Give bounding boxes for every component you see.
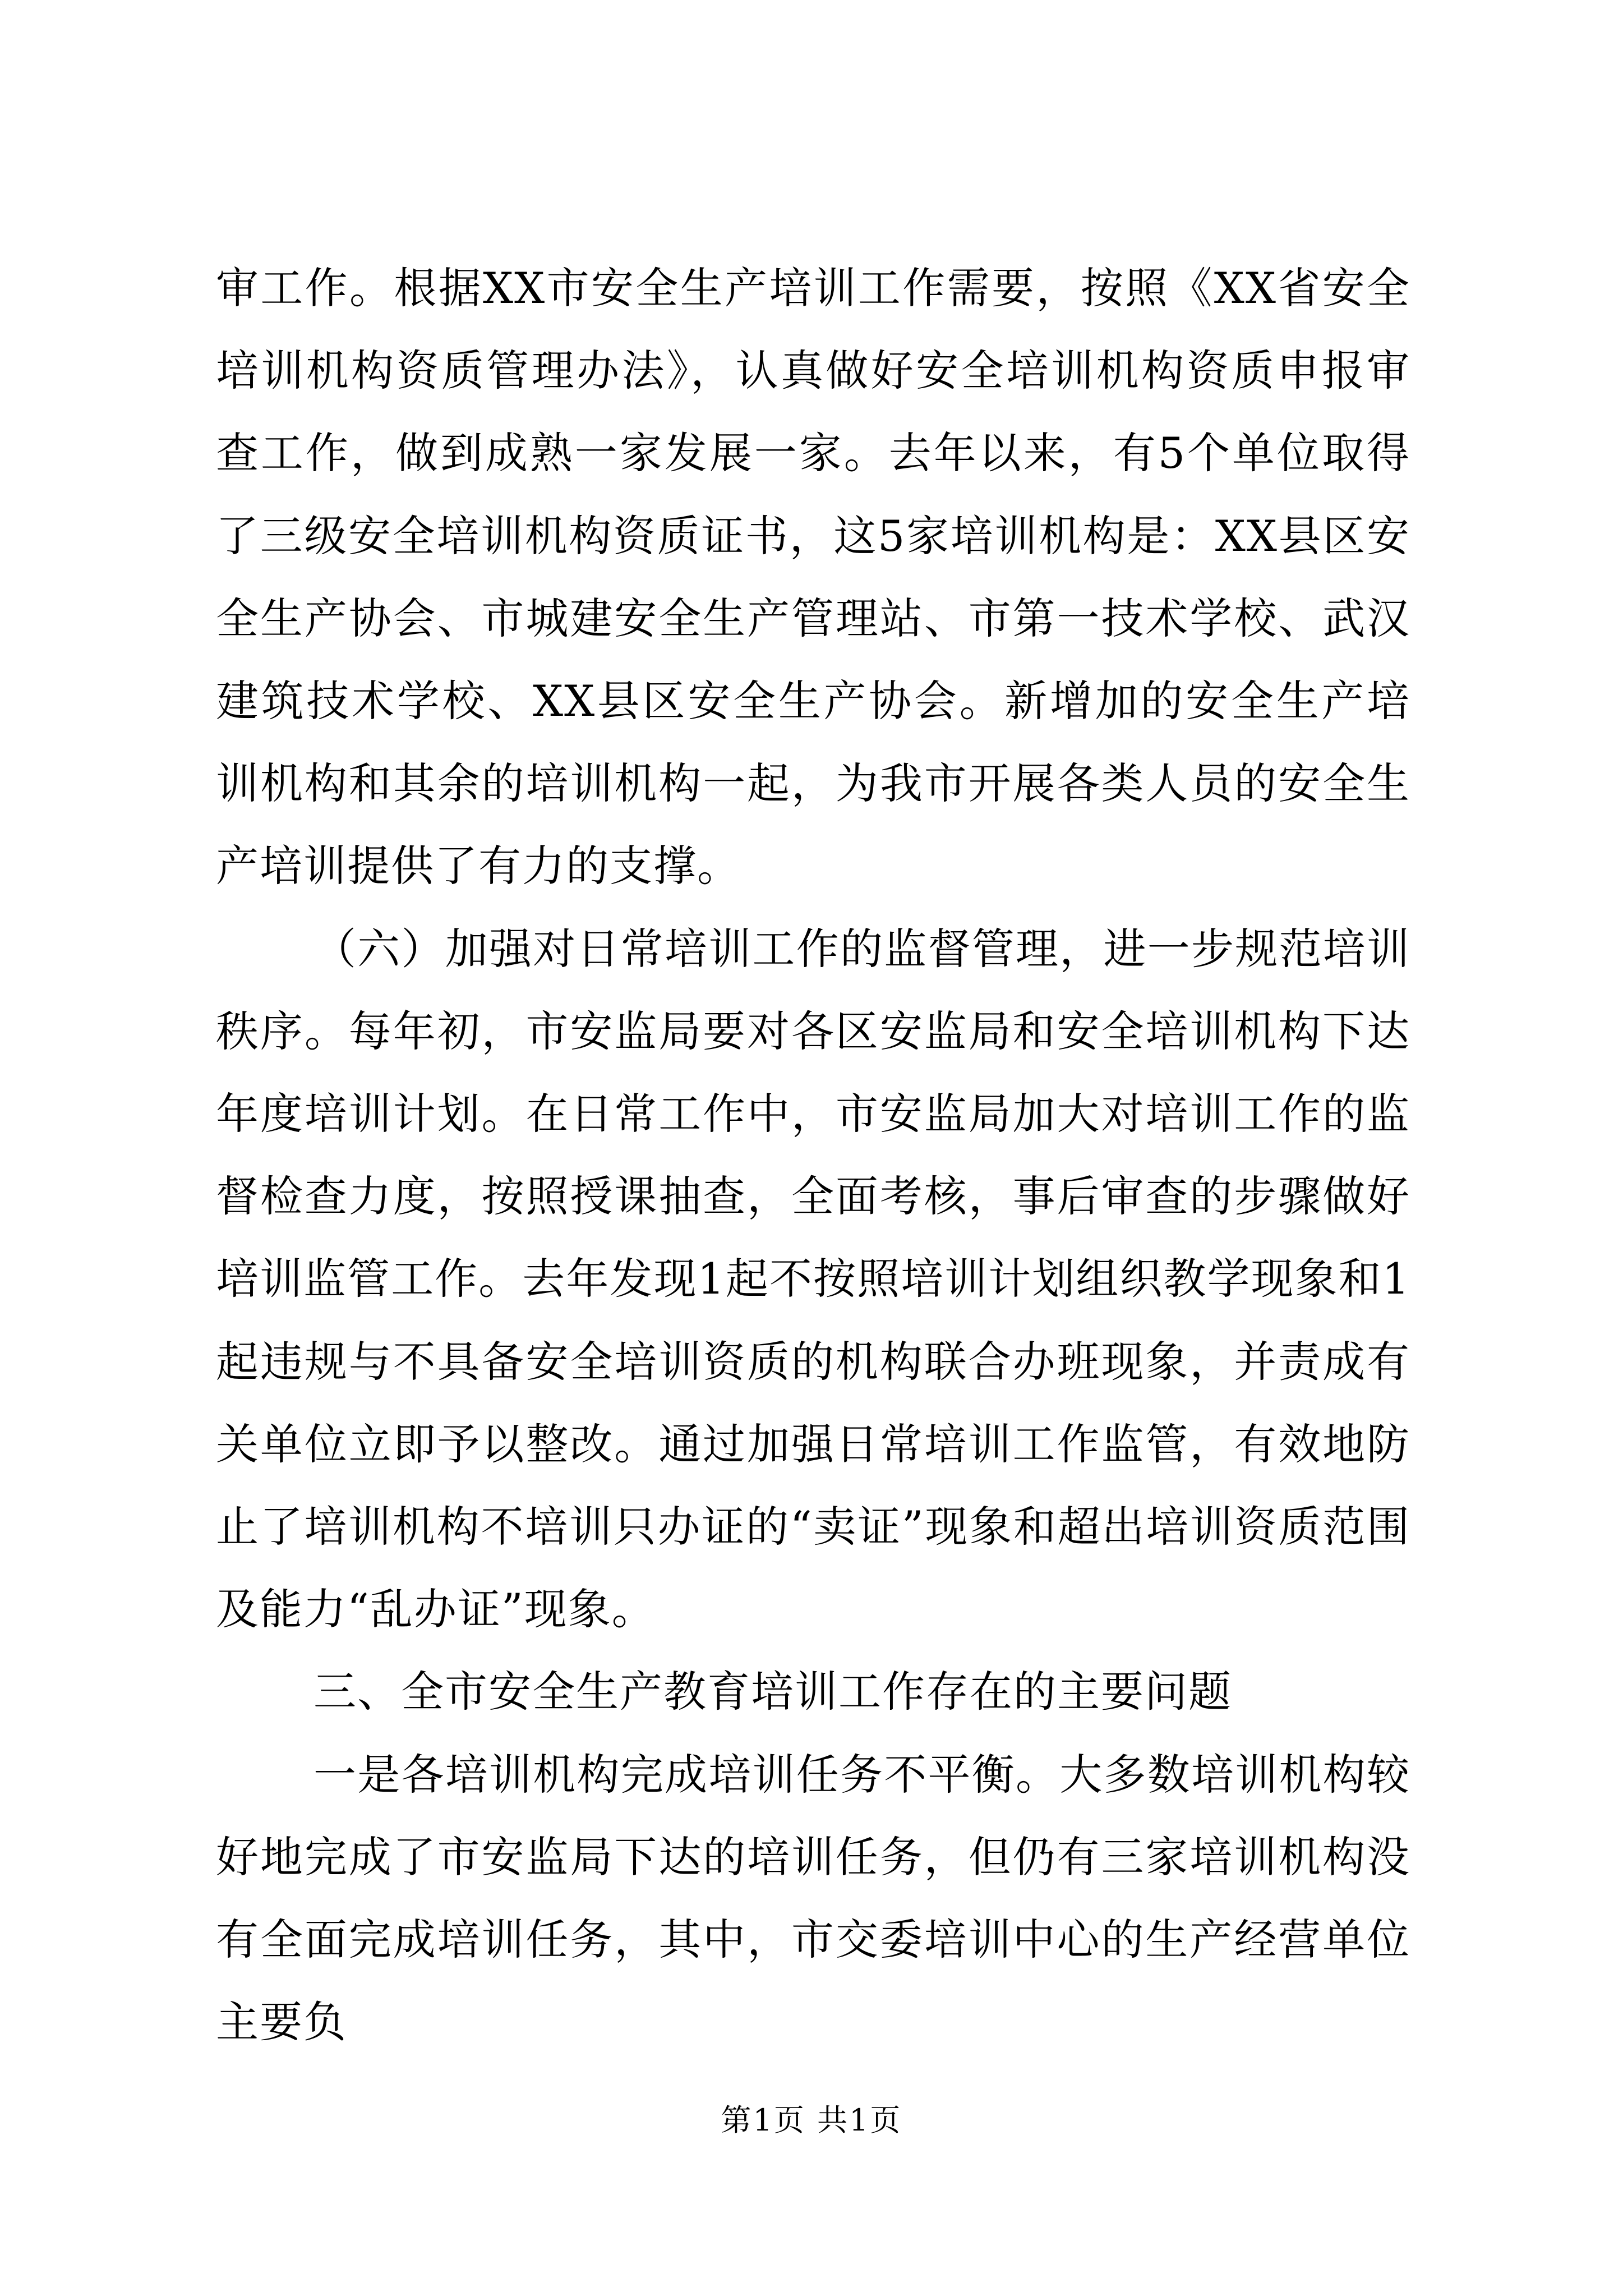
paragraph-continuation: 审工作。根据XX市安全生产培训工作需要，按照《XX省安全培训机构资质管理办法》，认真做好安全培训机构资质申报审查工作，做到成熟一家发展一家。去年以来，有5个单位取得了三级安全培训机构资质证书，这5家培训机构是：XX县区安全生产协会、市城建安全生产管理站、市第一技术学校、武汉建筑技术学校、XX县区安全生产协会。新增加的安全生产培训机构和其余的培训机构一起，为我市开展各类人员的安全生产培训提供了有力的支撑。 — [216, 263, 1410, 891]
page-footer: 第1页 共1页 — [721, 2102, 902, 2138]
section-heading-three: 三、全市安全生产教育培训工作存在的主要问题 — [313, 1667, 1232, 1717]
paragraph-section-six: （六）加强对日常培训工作的监督管理，进一步规范培训秩序。每年初，市安监局要对各区安监局和安全培训机构下达年度培训计划。在日常工作中，市安监局加大对培训工作的监督检查力度，按照授课抽查，全面考核，事后审查的步骤做好培训监管工作。去年发现1起不按照培训计划组织教学现象和1起违规与不具备安全培训资质的机构联合办班现象，并责成有关单位立即予以整改。通过加强日常培训工作监管，有效地防止了培训机构不培训只办证的“卖证”现象和超出培训资质范围及能力“乱办证”现象。 — [216, 923, 1410, 1635]
paragraph-problem-one: 一是各培训机构完成培训任务不平衡。大多数培训机构较好地完成了市安监局下达的培训任务，但仍有三家培训机构没有全面完成培训任务，其中，市交委培训中心的生产经营单位主要负 — [216, 1749, 1410, 2047]
document-body — [216, 247, 1410, 2063]
